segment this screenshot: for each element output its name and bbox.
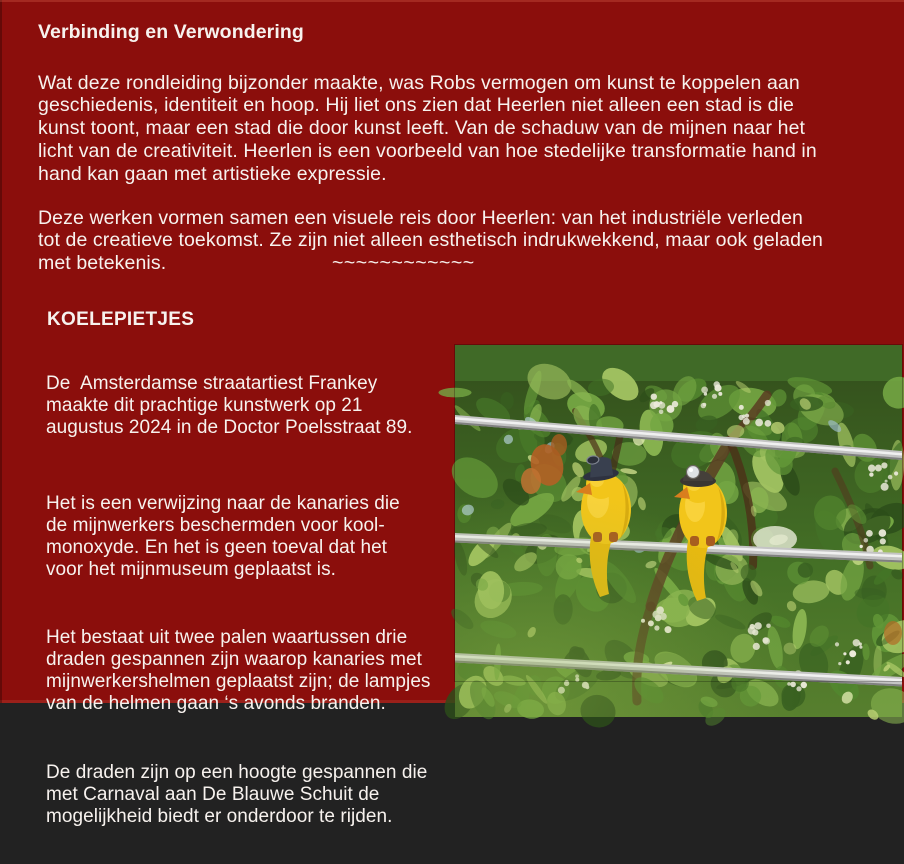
blossom-dot	[787, 682, 791, 686]
blossom-dot	[881, 462, 887, 468]
section-paragraph-2: Het is een verwijzing naar de kanaries die de mijnwerkers beschermden voor kool- monoxyde. En het is geen toeval dat het voor het mijnmuseum geplaatst is.	[46, 493, 400, 580]
blossom-dot	[765, 420, 772, 427]
section-paragraph-1: De Amsterdamse straatartiest Frankey maakte dit prachtige kunstwerk op 21 augustus 2024 in de Doctor Poelsstraat 89.	[46, 373, 413, 438]
blossom-dot	[875, 465, 882, 472]
blossom-dot	[718, 392, 722, 396]
blossom-dot	[648, 620, 654, 626]
blossom-dot	[859, 642, 862, 645]
blossom-dot	[703, 403, 707, 407]
blossom-dot	[667, 405, 675, 413]
blossom-dot	[659, 410, 664, 415]
bird-foot	[593, 532, 602, 542]
blossom-dot	[879, 529, 887, 537]
blossom-dot	[739, 405, 744, 410]
blossom-dot	[745, 414, 749, 418]
blossom-dot	[714, 381, 720, 387]
blossom-dot	[859, 646, 862, 649]
blossom-dot	[866, 530, 873, 537]
section-text-column	[46, 337, 458, 864]
section-paragraph-3: Het bestaat uit twee palen waartussen drie draden gespannen zijn waarop kanaries met mijnwerkershelmen geplaatst zijn; de lampjes van de helmen gaan ‘s avonds branden.	[46, 627, 431, 714]
blossom-dot	[575, 678, 579, 682]
blossom-dot	[790, 682, 796, 688]
blossom-dot	[888, 475, 893, 480]
blossom-dot	[838, 662, 841, 665]
section-heading: KOELEPIETJES	[47, 308, 195, 330]
blossom-dot	[801, 682, 807, 688]
blossom-dot	[659, 401, 662, 404]
blossom-dot	[846, 660, 850, 664]
blossom-dot	[650, 402, 658, 410]
blossom-dot	[743, 418, 750, 425]
bird-foot	[690, 536, 699, 546]
blossom-dot	[763, 637, 770, 644]
blossom-dot	[654, 625, 659, 630]
blossom-dot	[835, 642, 839, 646]
blossom-dot	[755, 419, 763, 427]
blossom-dot	[651, 394, 657, 400]
blossom-dot	[853, 639, 860, 646]
bird-foot	[706, 536, 715, 546]
blossom-dot	[843, 652, 846, 655]
blossom-dot	[750, 624, 755, 629]
blossom-dot	[881, 483, 889, 491]
helmet-lamp	[687, 466, 700, 479]
blossom-dot	[655, 615, 662, 622]
leaf-blob	[439, 388, 472, 398]
blossom-dot	[753, 643, 760, 650]
blossom-dot	[752, 629, 758, 635]
blossom-dot	[739, 415, 744, 420]
blossom-dot	[860, 545, 863, 548]
blossom-dot	[885, 480, 888, 483]
blossom-dot	[868, 465, 875, 472]
blossom-dot	[894, 471, 898, 475]
tilde-separator: ~~~~~~~~~~~~	[332, 252, 475, 274]
blossom-dot	[864, 538, 869, 543]
blossom-dot	[766, 624, 771, 629]
blossom-dot	[869, 472, 873, 476]
artwork-photo-illustration	[455, 381, 902, 717]
section-paragraph-4: De draden zijn op een hoogte gespannen die met Carnaval aan De Blauwe Schuit de mogelijkheid biedt er onderdoor te rijden.	[46, 762, 428, 827]
blossom-dot	[754, 622, 761, 629]
blossom-dot	[641, 619, 645, 623]
blossom-dot	[701, 387, 708, 394]
blossom-dot	[849, 650, 856, 657]
intro-paragraph: Wat deze rondleiding bijzonder maakte, was Robs vermogen om kunst te koppelen aan geschiedenis, identiteit en hoop. Hij liet ons zien dat Heerlen niet alleen een stad is die kunst toont, maar een stad die door kunst leeft. Van de schaduw van de mijnen naar het licht van de creativiteit. Heerlen is een voorbeeld van hoe stedelijke transformatie hand in hand kan gaan met artistieke expressie.	[38, 71, 817, 185]
page-title: Verbinding en Verwondering	[38, 21, 304, 44]
blossom-dot	[765, 400, 771, 406]
blossom-dot	[712, 394, 717, 399]
blossom-dot	[575, 674, 579, 678]
blossom-dot	[583, 682, 589, 688]
bird-foot	[609, 532, 618, 542]
blossom-dot	[558, 687, 565, 694]
blossom-dot	[880, 538, 886, 544]
artwork-photo	[455, 345, 902, 681]
blossom-dot	[665, 626, 672, 633]
blossom-dot	[565, 680, 569, 684]
blossom-dot	[796, 686, 801, 691]
summary-paragraph: Deze werken vormen samen een visuele reis door Heerlen: van het industriële verleden tot de creatieve toekomst. Ze zijn niet alleen esthetisch indrukwekkend, maar ook geladen met betekenis.	[38, 206, 823, 275]
